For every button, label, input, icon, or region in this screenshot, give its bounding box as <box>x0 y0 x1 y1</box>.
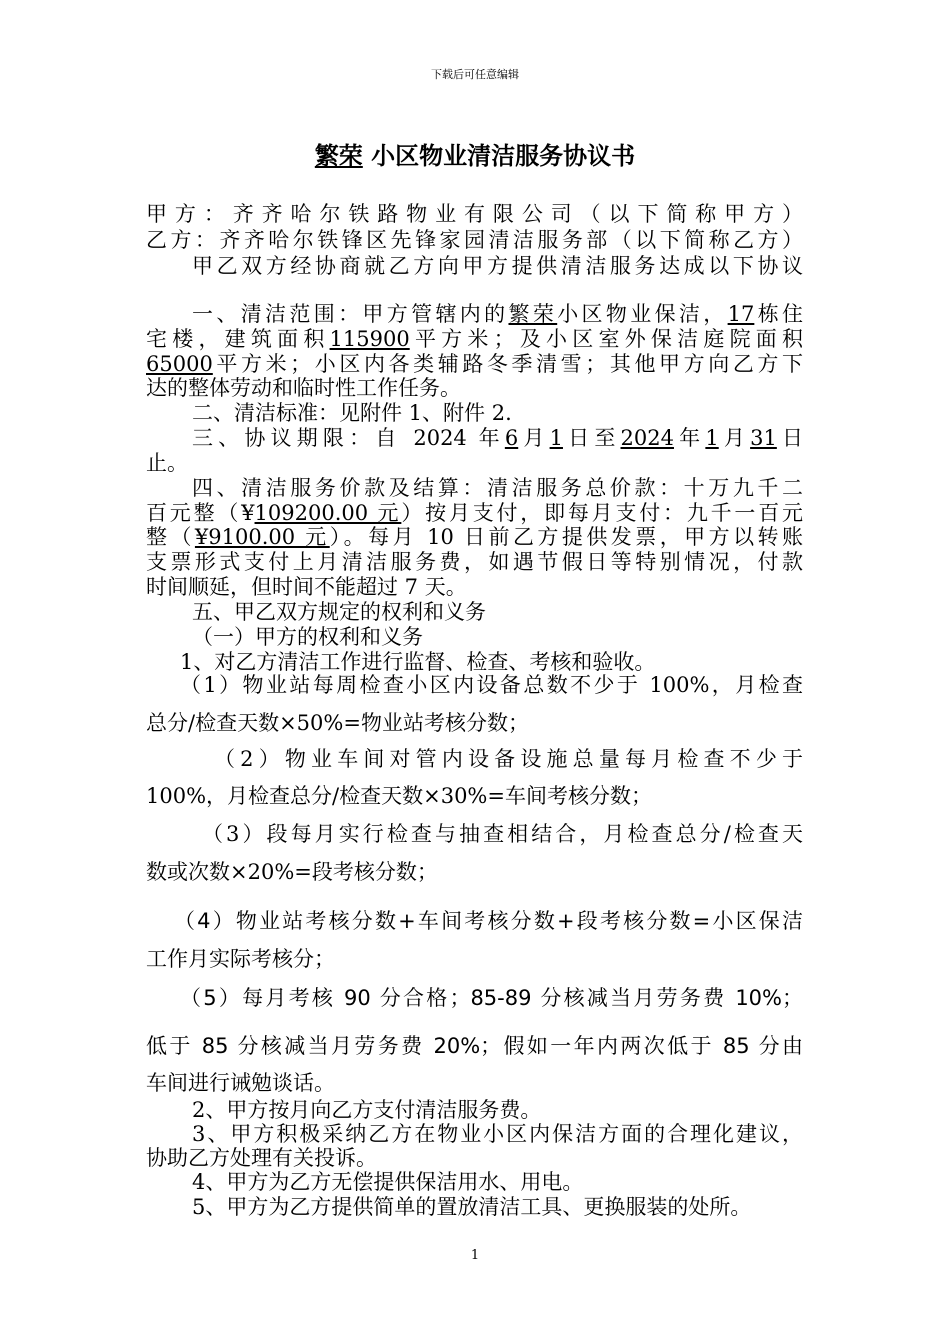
clause-1-line-2: 总分/检查天数×50%=物业站考核分数； <box>146 711 529 735</box>
section-4-line-4: 支票形式支付上月清洁服务费，如遇节假日等特别情况，付款 <box>146 550 803 574</box>
party-a-line: 甲方：齐齐哈尔铁路物业有限公司（以下简称甲方） <box>146 202 803 226</box>
clause-4-line-1: （4）物业站考核分数+车间考核分数+段考核分数=小区保洁 <box>174 909 803 933</box>
clause-5-line-2: 低于 85 分核减当月劳务费 20%；假如一年内两次低于 85 分由 <box>146 1034 803 1058</box>
inline-text: 1 <box>549 426 563 450</box>
party-b-line: 乙方：齐齐哈尔铁锋区先锋家园清洁服务部（以下简称乙方） <box>146 228 803 252</box>
title-rest: 小区物业清洁服务协议书 <box>362 142 636 170</box>
page-header: 下载后可任意编辑 <box>431 68 519 81</box>
section-2: 二、清洁标准：见附件 1、附件 2. <box>192 401 512 425</box>
clause-1-line-1: （1）物业站每周检查小区内设备总数不少于 100%，月检查 <box>180 673 803 697</box>
inline-text: 三、协议期限：自 2024 年 <box>192 426 505 450</box>
inline-text: ）按月支付，即每月支付：九千一百元 <box>401 501 803 525</box>
clause-4-line-2: 工作月实际考核分； <box>146 947 335 971</box>
inline-text: 小区物业保洁， <box>557 302 728 326</box>
inline-text: 1 <box>705 426 719 450</box>
inline-text: ）。每月 10 日前乙方提供发票，甲方以转账 <box>329 525 803 549</box>
page-number: 1 <box>470 1248 480 1263</box>
section-3-line-2: 止。 <box>146 451 188 475</box>
inline-text: 31 <box>750 426 777 450</box>
title-community-name: 繁荣 <box>314 142 363 170</box>
inline-text: 115900 <box>329 327 410 351</box>
section-1-line-3 <box>146 351 803 377</box>
document-title <box>0 136 950 171</box>
section-4-line-5: 时间顺延，但时间不能超过 7 天。 <box>146 575 467 599</box>
intro-line: 甲乙双方经协商就乙方向甲方提供清洁服务达成以下协议 <box>192 254 803 278</box>
clause-2-line-1: （2）物业车间对管内设备设施总量每月检查不少于 <box>214 747 803 771</box>
clause-5-line-3: 车间进行诫勉谈话。 <box>146 1071 335 1095</box>
clause-3-line-1: （3）段每月实行检查与抽查相结合，月检查总分/检查天 <box>202 822 803 846</box>
item-4: 4、甲方为乙方无偿提供保洁用水、用电。 <box>192 1170 584 1194</box>
inline-text: 日至 <box>562 426 621 450</box>
inline-text: 年 <box>673 426 706 450</box>
inline-text: 月 <box>718 426 751 450</box>
inline-text: 百元整（¥ <box>146 501 255 525</box>
section-3-line-1 <box>192 425 803 451</box>
section-1-line-2 <box>146 326 803 352</box>
inline-text: 宅楼，建筑面积 <box>146 327 330 351</box>
item-2: 2、甲方按月向乙方支付清洁服务费。 <box>192 1098 542 1122</box>
inline-text: 2024 <box>620 426 674 450</box>
clause-3-line-2: 数或次数×20%=段考核分数； <box>146 860 438 884</box>
inline-text: 栋住 <box>754 302 804 326</box>
item-3-line-2: 协助乙方处理有关投诉。 <box>146 1146 377 1170</box>
section-4-line-3 <box>146 524 803 550</box>
clause-5-line-1: （5）每月考核 90 分合格；85-89 分核减当月劳务费 10%； <box>180 986 803 1010</box>
inline-text: 月 <box>518 426 550 450</box>
item-1: 1、对乙方清洁工作进行监督、检查、考核和验收。 <box>180 650 656 674</box>
section-1-line-4: 达的整体劳动和临时性工作任务。 <box>146 376 461 400</box>
inline-text: 整（ <box>146 525 195 549</box>
item-5: 5、甲方为乙方提供简单的置放清洁工具、更换服装的处所。 <box>192 1195 752 1219</box>
inline-text: 一、清洁范围：甲方管辖内的 <box>192 302 509 326</box>
section-1-line-1 <box>192 301 803 327</box>
subsection-party-a-heading: （一）甲方的权利和义务 <box>192 625 423 649</box>
item-3-line-1: 3、甲方积极采纳乙方在物业小区内保洁方面的合理化建议， <box>192 1122 803 1146</box>
inline-text: 繁荣 <box>508 302 558 326</box>
inline-text: ¥9100.00 元 <box>194 525 330 549</box>
inline-text: 6 <box>504 426 519 450</box>
inline-text: 109200.00 元 <box>254 501 402 525</box>
inline-text: 平方米；及小区室外保洁庭院面积 <box>409 327 804 351</box>
section-5-heading: 五、甲乙双方规定的权利和义务 <box>192 600 486 624</box>
inline-text: 平方米；小区内各类辅路冬季清雪；其他甲方向乙方下 <box>212 352 803 376</box>
section-4-line-1: 四、清洁服务价款及结算：清洁服务总价款：十万九千二 <box>192 476 803 500</box>
inline-text: 17 <box>727 302 755 326</box>
inline-text: 日 <box>776 426 804 450</box>
clause-2-line-2: 100%，月检查总分/检查天数×30%=车间考核分数； <box>146 784 652 808</box>
inline-text: 65000 <box>146 352 213 376</box>
section-4-line-2 <box>146 500 803 526</box>
